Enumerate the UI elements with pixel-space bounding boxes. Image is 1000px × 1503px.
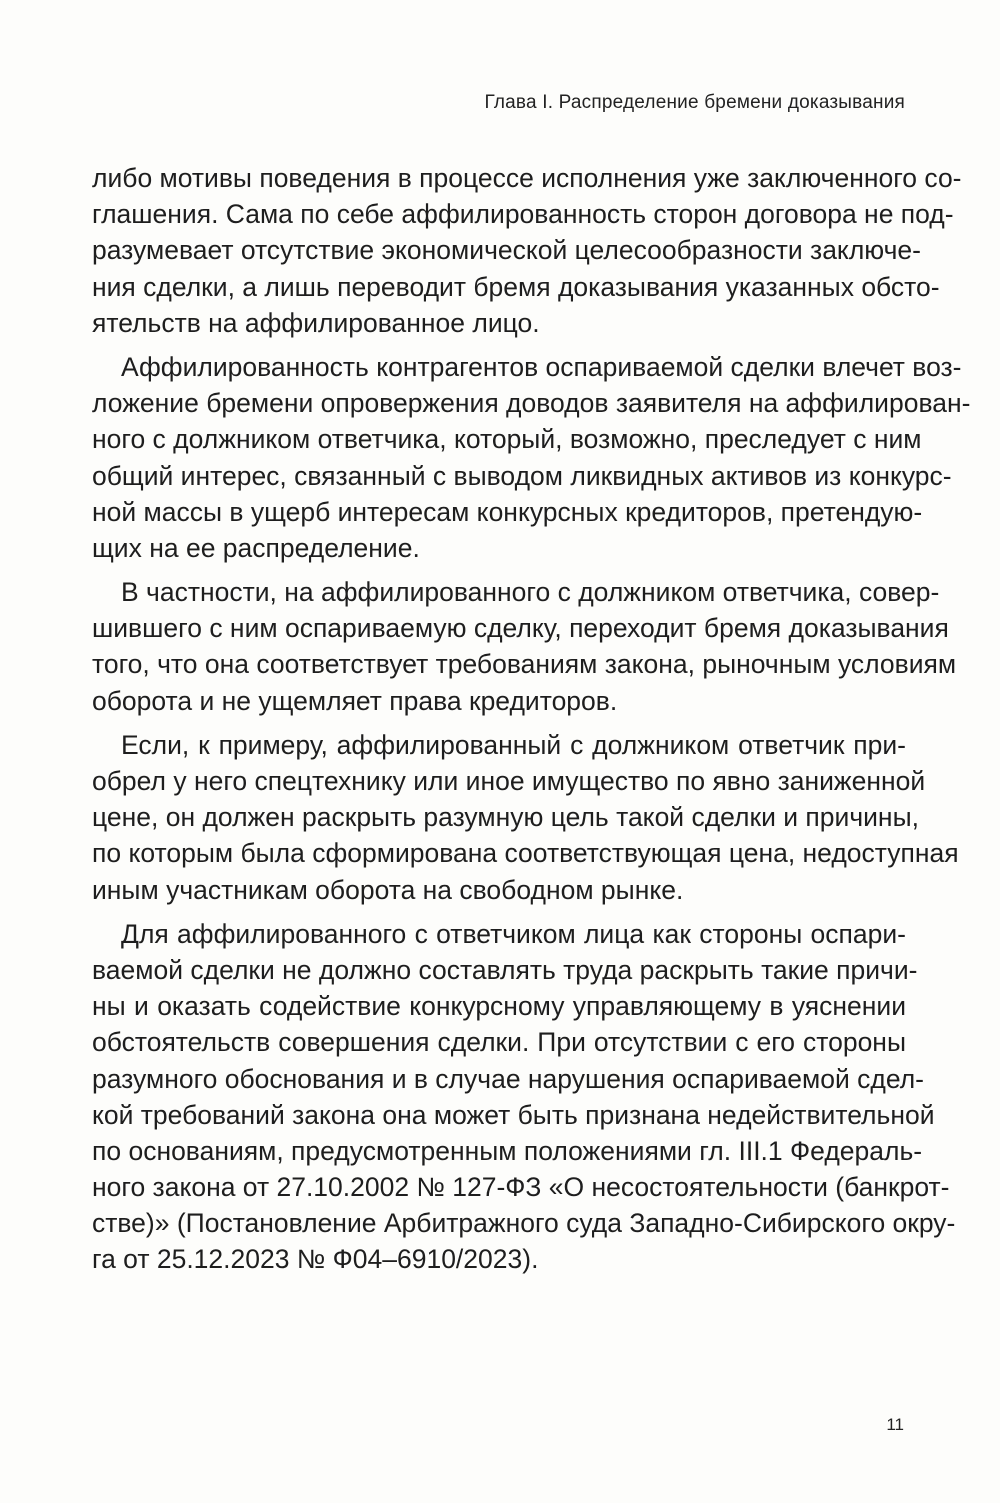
text-line: шившего с ним оспариваемую сделку, переходит бремя доказывания bbox=[92, 613, 949, 644]
text-line: стве)» (Постановление Арбитражного суда Западно-Сибирского окру- bbox=[92, 1208, 956, 1239]
text-line: ного закона от 27.10.2002 № 127-ФЗ «О несостоятельности (банкрот- bbox=[92, 1172, 950, 1203]
text-line: того, что она соответствует требованиям закона, рыночным условиям bbox=[92, 649, 957, 680]
text-line: оборота и не ущемляет права кредиторов. bbox=[92, 685, 618, 716]
page-number: 11 bbox=[886, 1415, 904, 1434]
paragraph-1 bbox=[92, 160, 962, 341]
text-line: В частности, на аффилированного с должником ответчика, совер- bbox=[121, 577, 940, 608]
text-line: цене, он должен раскрыть разумную цель такой сделки и причины, bbox=[92, 802, 919, 833]
text-line: разумевает отсутствие экономической целесообразности заключе- bbox=[92, 235, 921, 266]
text-line: Аффилированность контрагентов оспариваемой сделки влечет воз- bbox=[121, 351, 962, 382]
text-line: Для аффилированного с ответчиком лица как стороны оспари- bbox=[121, 918, 906, 949]
text-line: либо мотивы поведения в процессе исполнения уже заключенного со- bbox=[92, 163, 962, 193]
paragraph-3 bbox=[92, 574, 957, 719]
text-line: кой требований закона она может быть признана недействительной bbox=[92, 1099, 935, 1130]
paragraph-2 bbox=[92, 349, 971, 566]
text-line: ного с должником ответчика, который, возможно, преследует с ним bbox=[92, 424, 922, 455]
text-line: ятельств на аффилированное лицо. bbox=[92, 307, 540, 338]
paragraph-5 bbox=[92, 916, 956, 1278]
running-head: Глава I. Распределение бремени доказывания bbox=[484, 92, 905, 113]
text-line: ложение бремени опровержения доводов заявителя на аффилирован- bbox=[92, 388, 971, 419]
text-line: ния сделки, а лишь переводит бремя доказывания указанных обсто- bbox=[92, 271, 940, 302]
text-line: обстоятельств совершения сделки. При отсутствии с его стороны bbox=[92, 1027, 906, 1058]
body-text bbox=[92, 160, 971, 1286]
text-line: Если, к примеру, аффилированный с должником ответчик при- bbox=[121, 729, 906, 760]
text-line: по основаниям, предусмотренным положениями гл. III.1 Федераль- bbox=[92, 1135, 923, 1166]
text-line: ной массы в ущерб интересам конкурсных кредиторов, претендую- bbox=[92, 496, 923, 527]
text-line: иным участникам оборота на свободном рынке. bbox=[92, 874, 684, 905]
paragraph-4 bbox=[92, 727, 959, 908]
text-line: ваемой сделки не должно составлять труда раскрыть такие причи- bbox=[92, 954, 918, 985]
text-line: разумного обоснования и в случае нарушения оспариваемой сдел- bbox=[92, 1063, 924, 1094]
text-line: общий интерес, связанный с выводом ликвидных активов из конкурс- bbox=[92, 460, 952, 491]
text-line: по которым была сформирована соответствующая цена, недоступная bbox=[92, 838, 959, 869]
text-line: ны и оказать содействие конкурсному управляющему в уяснении bbox=[92, 991, 906, 1022]
text-line: щих на ее распределение. bbox=[92, 532, 420, 563]
text-line: обрел у него спецтехнику или иное имущество по явно заниженной bbox=[92, 766, 926, 796]
text-line: глашения. Сама по себе аффилированность сторон договора не под- bbox=[92, 199, 954, 230]
text-line: га от 25.12.2023 № Ф04–6910/2023). bbox=[92, 1244, 539, 1275]
